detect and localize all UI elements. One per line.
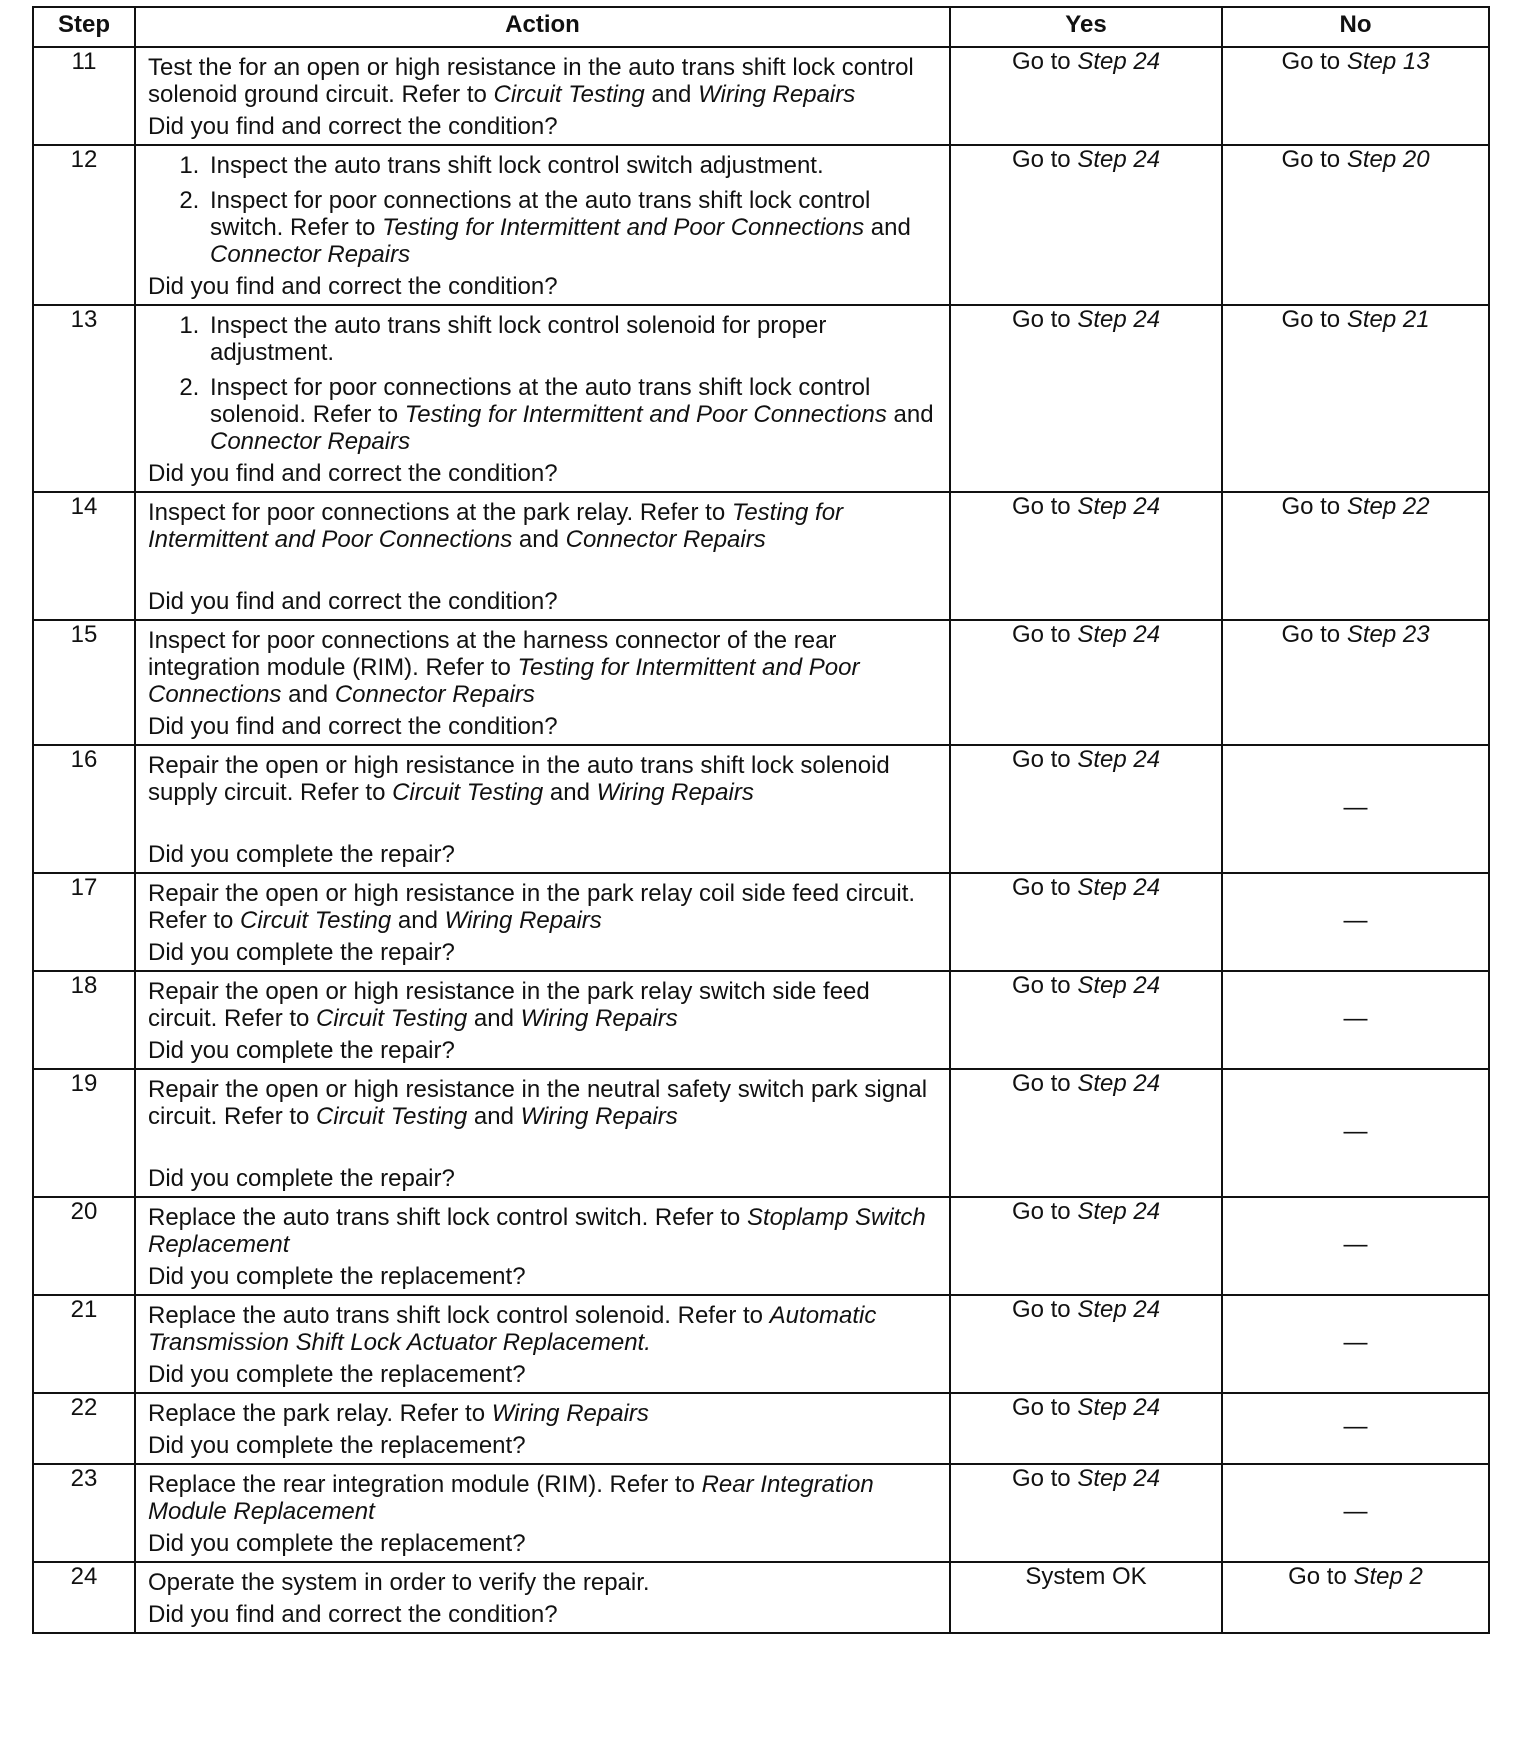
step-number: 17 [33,873,135,971]
no-result: Go to Step 13 [1222,47,1489,145]
step-number: 14 [33,492,135,620]
action-question: Did you find and correct the condition? [148,273,558,300]
reference-link: Wiring Repairs [698,81,856,108]
action-question: Did you complete the replacement? [148,1432,526,1459]
step-number: 19 [33,1069,135,1197]
yes-result: System OK [950,1562,1222,1633]
no-result: — [1222,873,1489,971]
reference-link: Step 24 [1077,493,1161,520]
step-number: 12 [33,145,135,305]
action-cell [135,745,950,873]
step-number: 22 [33,1393,135,1464]
reference-link: Circuit Testing [316,1103,468,1130]
table-row [33,1393,1489,1464]
no-result: Go to Step 20 [1222,145,1489,305]
step-number: 11 [33,47,135,145]
reference-link: Step 24 [1077,1465,1161,1492]
header-no: No [1222,7,1489,47]
table-row [33,1069,1489,1197]
action-cell [135,873,950,971]
table-row [33,305,1489,492]
yes-result: Go to Step 24 [950,620,1222,745]
reference-link: Stoplamp Switch Replacement [148,1204,926,1258]
diagnostic-table [32,6,1490,1634]
table-row [33,1562,1489,1633]
reference-link: Wiring Repairs [520,1103,678,1130]
action-cell [135,492,950,620]
yes-result: Go to Step 24 [950,492,1222,620]
yes-result: Go to Step 24 [950,145,1222,305]
step-number: 16 [33,745,135,873]
action-question: Did you complete the repair? [148,1037,455,1064]
action-question: Did you complete the replacement? [148,1530,526,1557]
yes-result: Go to Step 24 [950,47,1222,145]
action-question: Did you find and correct the condition? [148,713,558,740]
reference-link: Step 24 [1077,306,1161,333]
action-cell [135,1295,950,1393]
yes-result: Go to Step 24 [950,1393,1222,1464]
no-result: — [1222,1295,1489,1393]
action-steps-list [148,312,939,455]
reference-link: Testing for Intermittent and Poor Connections [382,214,865,241]
step-number: 21 [33,1295,135,1393]
action-question: Did you find and correct the condition? [148,460,558,487]
action-cell [135,620,950,745]
step-number: 24 [33,1562,135,1633]
reference-link: Step 24 [1077,1394,1161,1421]
action-step-item: 1. Inspect the auto trans shift lock control switch adjustment. [206,152,939,179]
action-step-item: 2. Inspect for poor connections at the auto trans shift lock control switch. Refer to Testing for Intermittent and Poor Connections and Connector Repairs [206,187,939,268]
reference-link: Testing for Intermittent and Poor Connections [148,654,860,708]
diagnostic-page [32,6,1488,1634]
action-question: Did you complete the repair? [148,1165,455,1192]
no-result: Go to Step 21 [1222,305,1489,492]
no-result: — [1222,1069,1489,1197]
reference-link: Step 24 [1077,1198,1161,1225]
no-result: — [1222,745,1489,873]
table-row [33,873,1489,971]
reference-link: Step 24 [1077,874,1161,901]
table-row [33,47,1489,145]
action-text: Repair the open or high resistance in the auto trans shift lock solenoid supply circuit. Refer to Circuit Testing and Wiring Repairs [148,752,890,806]
reference-link: Connector Repairs [210,428,411,455]
action-question: Did you find and correct the condition? [148,1601,558,1628]
yes-result: Go to Step 24 [950,1295,1222,1393]
action-cell [135,1464,950,1562]
step-number: 20 [33,1197,135,1295]
action-cell [135,1562,950,1633]
reference-link: Wiring Repairs [444,907,602,934]
table-header-row [33,7,1489,47]
table-row [33,1295,1489,1393]
action-text: Operate the system in order to verify the repair. [148,1569,650,1596]
reference-link: Rear Integration Module Replacement [148,1471,874,1525]
yes-result: Go to Step 24 [950,1197,1222,1295]
header-action: Action [135,7,950,47]
action-cell [135,1069,950,1197]
yes-result: Go to Step 24 [950,745,1222,873]
no-result: Go to Step 23 [1222,620,1489,745]
action-text: Replace the park relay. Refer to Wiring Repairs [148,1400,649,1427]
step-number: 13 [33,305,135,492]
table-body [33,47,1489,1633]
action-steps-list [148,152,939,268]
reference-link: Connector Repairs [210,241,411,268]
header-yes: Yes [950,7,1222,47]
reference-link: Automatic Transmission Shift Lock Actuator Replacement. [148,1302,877,1356]
action-text: Repair the open or high resistance in the park relay switch side feed circuit. Refer to Circuit Testing and Wiring Repairs [148,978,870,1032]
reference-link: Step 24 [1077,48,1161,75]
action-cell [135,305,950,492]
reference-link: Step 13 [1346,48,1430,75]
yes-result: Go to Step 24 [950,971,1222,1069]
action-text [148,312,939,455]
action-text: Repair the open or high resistance in the park relay coil side feed circuit. Refer to Circuit Testing and Wiring Repairs [148,880,916,934]
reference-link: Step 24 [1077,746,1161,773]
step-number: 18 [33,971,135,1069]
table-row [33,145,1489,305]
reference-link: Connector Repairs [334,681,535,708]
reference-link: Step 24 [1077,1070,1161,1097]
step-number: 15 [33,620,135,745]
action-cell [135,47,950,145]
reference-link: Circuit Testing [316,1005,468,1032]
reference-link: Step 24 [1077,1296,1161,1323]
table-row [33,1197,1489,1295]
action-cell [135,145,950,305]
reference-link: Step 22 [1346,493,1430,520]
action-text: Replace the auto trans shift lock control switch. Refer to Stoplamp Switch Replacement [148,1204,926,1258]
action-question: Did you complete the replacement? [148,1263,526,1290]
yes-result: Go to Step 24 [950,1069,1222,1197]
action-question: Did you complete the replacement? [148,1361,526,1388]
reference-link: Step 24 [1077,621,1161,648]
yes-result: Go to Step 24 [950,873,1222,971]
reference-link: Step 23 [1346,621,1430,648]
table-row [33,745,1489,873]
no-result: — [1222,1197,1489,1295]
reference-link: Circuit Testing [493,81,645,108]
action-cell [135,1393,950,1464]
reference-link: Step 24 [1077,146,1161,173]
reference-link: Testing for Intermittent and Poor Connections [148,499,844,553]
header-step: Step [33,7,135,47]
no-result: — [1222,1464,1489,1562]
reference-link: Step 2 [1353,1563,1423,1590]
action-text: Inspect for poor connections at the harness connector of the rear integration module (RIM). Refer to Testing for Intermittent and Poor Connections and Connector Repairs [148,627,860,708]
reference-link: Step 21 [1346,306,1430,333]
reference-link: Wiring Repairs [596,779,754,806]
action-cell [135,971,950,1069]
action-text: Test the for an open or high resistance in the auto trans shift lock control solenoid ground circuit. Refer to Circuit Testing and Wiring Repairs [148,54,914,108]
reference-link: Circuit Testing [240,907,392,934]
reference-link: Wiring Repairs [520,1005,678,1032]
reference-link: Connector Repairs [565,526,766,553]
action-question: Did you find and correct the condition? [148,113,558,140]
action-text: Replace the auto trans shift lock control solenoid. Refer to Automatic Transmission Shift Lock Actuator Replacement. [148,1302,877,1356]
no-result: Go to Step 22 [1222,492,1489,620]
table-row [33,620,1489,745]
table-row [33,1464,1489,1562]
no-result: — [1222,971,1489,1069]
action-question: Did you complete the repair? [148,939,455,966]
step-number: 23 [33,1464,135,1562]
action-question: Did you find and correct the condition? [148,588,558,615]
action-text [148,152,939,268]
no-result: Go to Step 2 [1222,1562,1489,1633]
action-step-item: 2. Inspect for poor connections at the auto trans shift lock control solenoid. Refer to Testing for Intermittent and Poor Connections and Connector Repairs [206,374,939,455]
action-text: Repair the open or high resistance in the neutral safety switch park signal circuit. Refer to Circuit Testing and Wiring Repairs [148,1076,928,1130]
reference-link: Step 20 [1346,146,1430,173]
action-cell [135,1197,950,1295]
yes-result: Go to Step 24 [950,1464,1222,1562]
action-text: Replace the rear integration module (RIM). Refer to Rear Integration Module Replacement [148,1471,874,1525]
reference-link: Step 24 [1077,972,1161,999]
no-result: — [1222,1393,1489,1464]
reference-link: Wiring Repairs [491,1400,649,1427]
action-question: Did you complete the repair? [148,841,455,868]
yes-result: Go to Step 24 [950,305,1222,492]
table-row [33,492,1489,620]
table-row [33,971,1489,1069]
action-step-item: 1. Inspect the auto trans shift lock control solenoid for proper adjustment. [206,312,939,366]
action-text: Inspect for poor connections at the park relay. Refer to Testing for Intermittent and Poor Connections and Connector Repairs [148,499,844,553]
reference-link: Circuit Testing [392,779,544,806]
reference-link: Testing for Intermittent and Poor Connections [404,401,887,428]
